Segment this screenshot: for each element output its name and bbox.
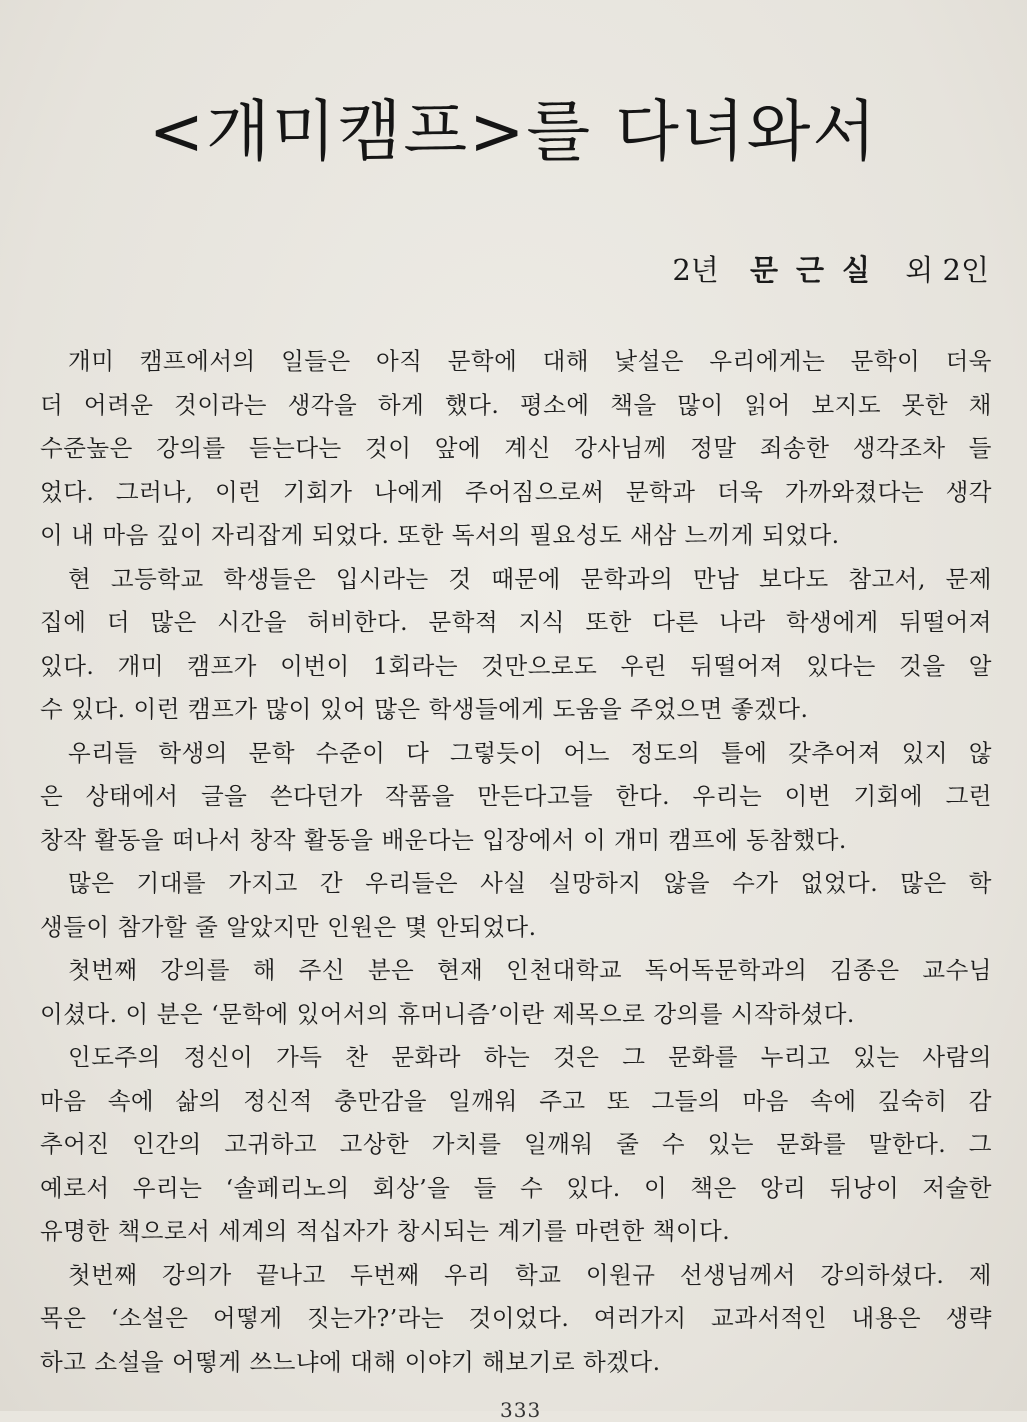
text-line: 유명한 책으로서 세계의 적십자가 창시되는 계기를 마련한 책이다.	[40, 1217, 731, 1245]
text-line: 집에 더 많은 시간을 허비한다. 문학적 지식 또한 다른 나라 학생에게 뒤떨어져	[40, 608, 992, 636]
text-line: 생들이 참가할 줄 알았지만 인원은 몇 안되었다.	[40, 912, 537, 941]
text-line: 었다. 그러나, 이런 기회가 나에게 주어짐으로써 문학과 더욱 가까와졌다는 생각	[40, 477, 992, 506]
text-line: 이셨다. 이 분은 ‘문학에 있어서의 휴머니즘’이란 제목으로 강의를 시작하셨다.	[40, 999, 855, 1028]
text-line: 인도주의 정신이 가득 찬 문화라 하는 것은 그 문화를 누리고 있는 사람의	[68, 1043, 992, 1071]
text-line: 마음 속에 삶의 정신적 충만감을 일깨워 주고 또 그들의 마음 속에 깊숙히 감	[40, 1086, 992, 1115]
byline-year: 2년	[672, 253, 719, 287]
text-line: 우리들 학생의 문학 수준이 다 그렇듯이 어느 정도의 틀에 갖추어져 있지 않	[68, 738, 992, 767]
text-line: 첫번째 강의가 끝나고 두번째 우리 학교 이원규 선생님께서 강의하셨다. 제	[68, 1260, 992, 1289]
text-line: 은 상태에서 글을 쓴다던가 작품을 만든다고들 한다. 우리는 이번 기회에 그런	[40, 782, 992, 810]
text-line: 개미 캠프에서의 일들은 아직 문학에 대해 낯설은 우리에게는 문학이 더욱	[68, 347, 992, 375]
article-title: <개미캠프>를 다녀와서	[148, 93, 879, 170]
text-line: 목은 ‘소설은 어떻게 짓는가?’라는 것이었다. 여러가지 교과서적인 내용은 생략	[40, 1304, 992, 1332]
text-line: 더 어려운 것이라는 생각을 하게 했다. 평소에 책을 많이 읽어 보지도 못한 채	[40, 390, 992, 419]
text-line: 현 고등학교 학생들은 입시라는 것 때문에 문학과의 만남 보다도 참고서, 문제	[68, 564, 992, 593]
text-line: 수준높은 강의를 듣는다는 것이 앞에 계신 강사님께 정말 죄송한 생각조차 들	[40, 434, 992, 462]
article-body	[40, 340, 992, 1384]
text-line: 예로서 우리는 ‘솔페리노의 회상’을 들 수 있다. 이 책은 앙리 뒤낭이 저술한	[40, 1173, 992, 1202]
page-number: 333	[500, 1398, 542, 1422]
text-line: 창작 활동을 떠나서 창작 활동을 배운다는 입장에서 이 개미 캠프에 동참했다.	[40, 825, 847, 854]
text-line: 많은 기대를 가지고 간 우리들은 사실 실망하지 않을 수가 없었다. 많은 학	[68, 869, 992, 897]
byline-author-name: 문근실	[750, 253, 889, 287]
text-line: 하고 소설을 어떻게 쓰느냐에 대해 이야기 해보기로 하겠다.	[40, 1347, 661, 1376]
text-line: 있다. 개미 캠프가 이번이 1회라는 것만으로도 우린 뒤떨어져 있다는 것을 알	[40, 651, 992, 680]
byline	[672, 248, 989, 289]
text-line: 이 내 마음 깊이 자리잡게 되었다. 또한 독서의 필요성도 새삼 느끼게 되었다.	[40, 521, 840, 549]
text-line: 추어진 인간의 고귀하고 고상한 가치를 일깨워 줄 수 있는 문화를 말한다. 그	[40, 1130, 992, 1158]
byline-suffix: 외 2인	[905, 253, 989, 287]
text-line: 첫번째 강의를 해 주신 분은 현재 인천대학교 독어독문학과의 김종은 교수님	[68, 956, 992, 984]
text-line: 수 있다. 이런 캠프가 많이 있어 많은 학생들에게 도움을 주었으면 좋겠다.	[40, 695, 809, 723]
